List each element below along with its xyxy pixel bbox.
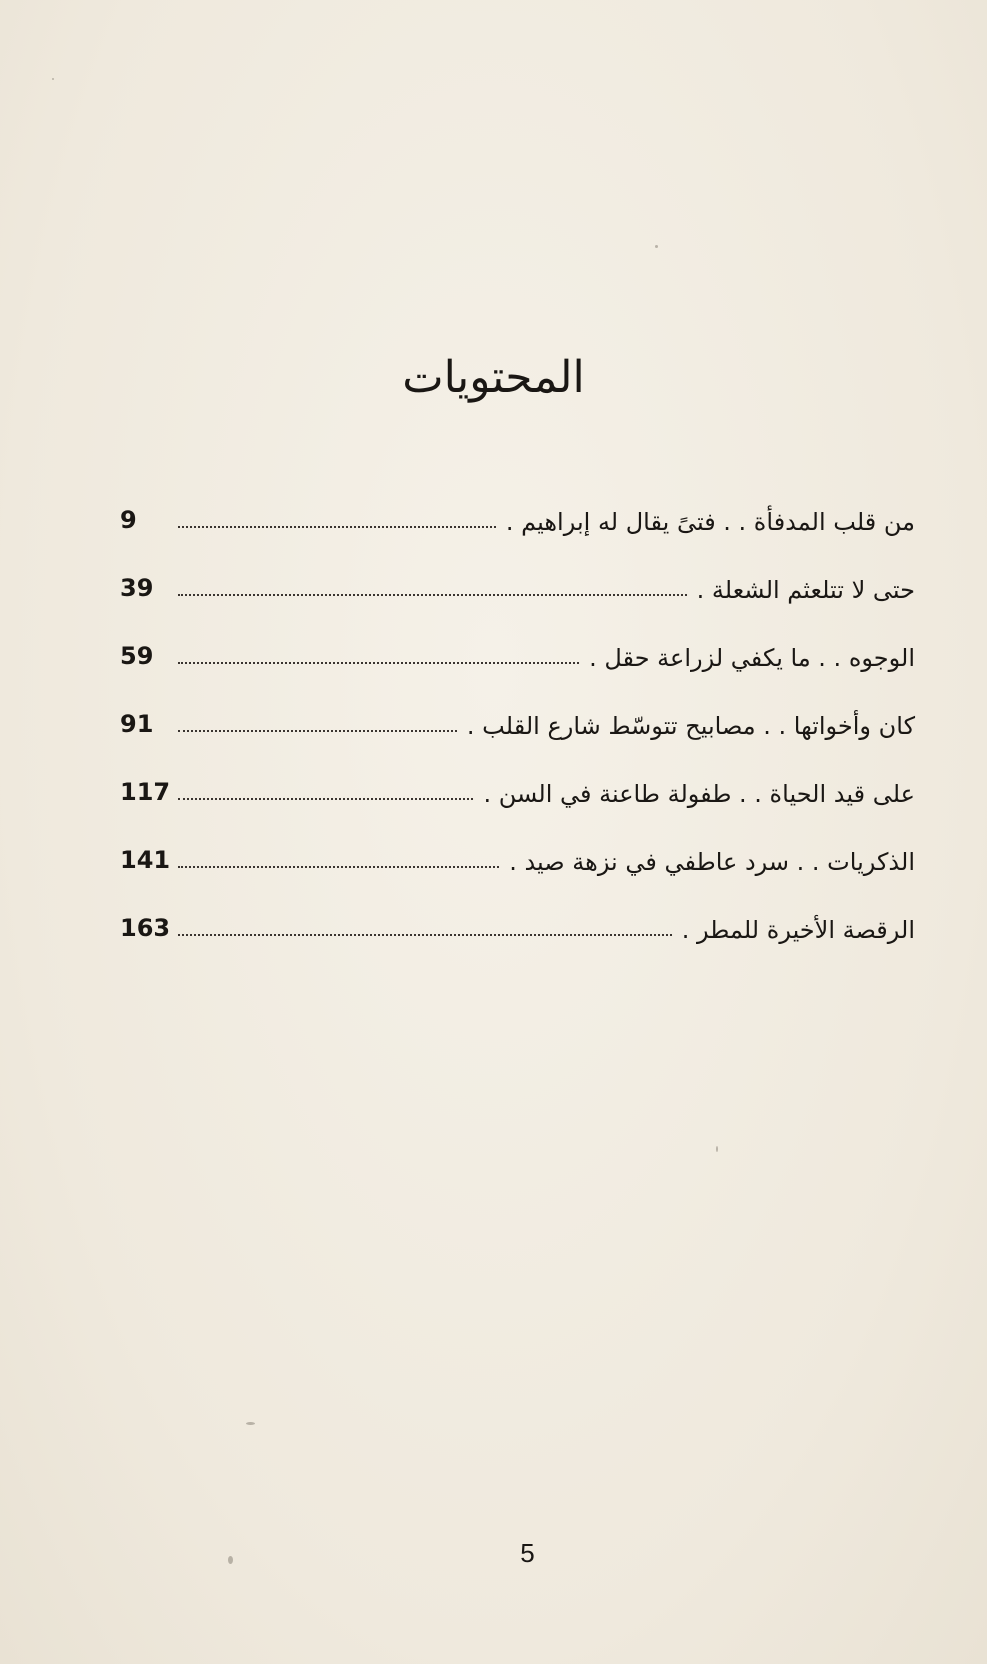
paper-speck <box>716 1146 718 1152</box>
dot-leader <box>178 526 496 528</box>
toc-page-number: 117 <box>120 778 171 806</box>
toc-entry <box>120 606 915 674</box>
toc-entry-title: الذكريات . . سرد عاطفي في نزهة صيد . <box>509 848 915 876</box>
dot-leader <box>178 866 499 868</box>
toc-entry-title: من قلب المدفأة . . فتىً يقال له إبراهيم . <box>505 508 915 536</box>
toc-entry <box>120 742 915 810</box>
paper-speck <box>655 245 658 248</box>
dot-leader <box>178 798 473 800</box>
dot-leader <box>178 934 672 936</box>
paper-speck <box>246 1422 255 1425</box>
toc-page-number: 9 <box>120 506 137 534</box>
toc-page-number: 59 <box>120 642 154 670</box>
toc-entry <box>120 470 915 538</box>
toc-entry-title: الرقصة الأخيرة للمطر . <box>681 916 915 944</box>
toc-page-number: 39 <box>120 574 154 602</box>
toc-entry <box>120 538 915 606</box>
dot-leader <box>178 730 457 732</box>
paper-speck <box>52 78 54 80</box>
toc-entry <box>120 810 915 878</box>
dot-leader <box>178 594 687 596</box>
toc-page-number: 141 <box>120 846 171 874</box>
toc-entry-title: الوجوه . . ما يكفي لزراعة حقل . <box>589 644 915 672</box>
table-of-contents <box>120 470 915 946</box>
toc-entry-title: كان وأخواتها . . مصابيح تتوسّط شارع القلب . <box>466 712 915 740</box>
toc-page-number: 163 <box>120 914 171 942</box>
toc-entry-title: على قيد الحياة . . طفولة طاعنة في السن . <box>483 780 915 808</box>
paper-speck <box>228 1556 233 1564</box>
toc-page-number: 91 <box>120 710 154 738</box>
dot-leader <box>178 662 579 664</box>
toc-entry-title: حتى لا تتلعثم الشعلة . <box>696 576 915 604</box>
page-number: 5 <box>520 1538 535 1568</box>
toc-entry <box>120 878 915 946</box>
toc-entry <box>120 674 915 742</box>
page-title: المحتويات <box>402 352 585 403</box>
